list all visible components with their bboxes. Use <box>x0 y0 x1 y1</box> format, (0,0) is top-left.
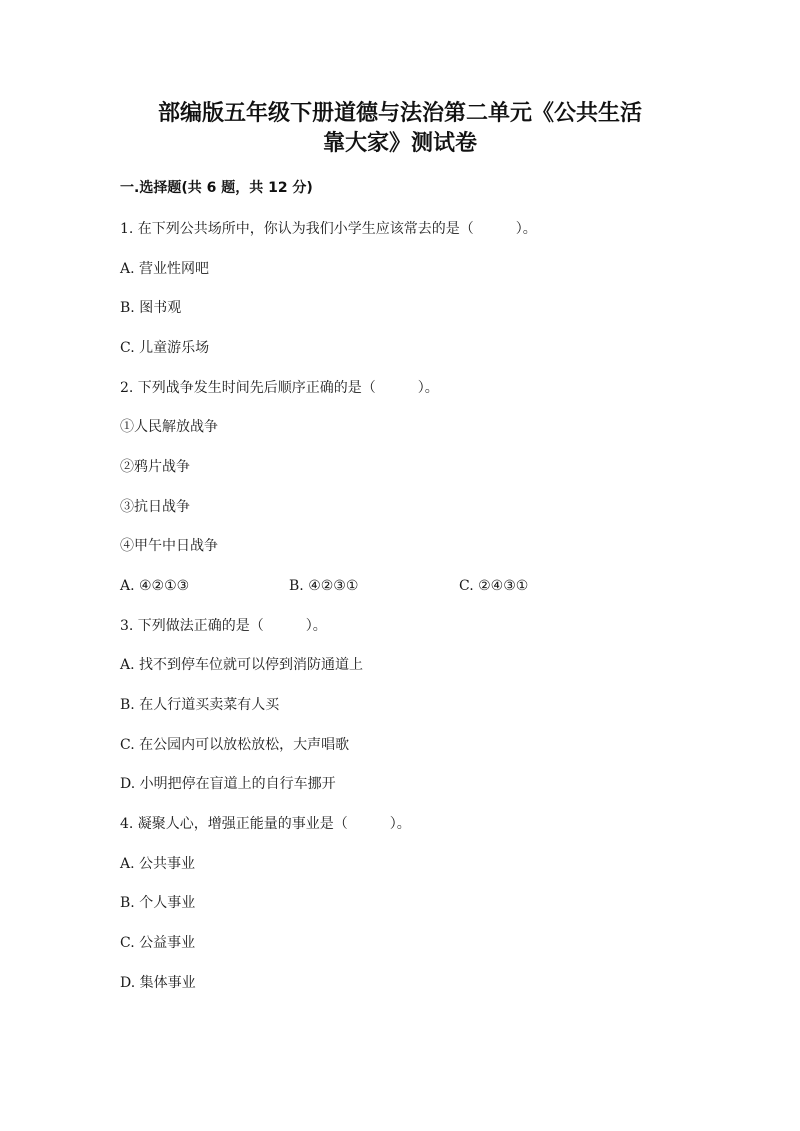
question-3-option-d: D. 小明把停在盲道上的自行车挪开 <box>120 776 336 792</box>
section-heading: 一.选择题(共 6 题，共 12 分) <box>120 180 313 196</box>
exam-title-line-1: 部编版五年级下册道德与法治第二单元《公共生活 <box>157 101 642 126</box>
question-3-option-a: A. 找不到停车位就可以停到消防通道上 <box>120 657 364 673</box>
question-2-option-c: C. ②④③① <box>459 578 529 594</box>
question-2-item-1: ①人民解放战争 <box>120 419 218 435</box>
question-1-option-b: B. 图书观 <box>120 300 182 316</box>
question-2-item-3: ③抗日战争 <box>120 499 190 515</box>
question-4-option-a: A. 公共事业 <box>120 856 196 872</box>
question-2-option-a: A. ④②①③ <box>120 578 190 594</box>
question-2-option-b: B. ④②③① <box>289 578 359 594</box>
question-4-option-b: B. 个人事业 <box>120 895 196 911</box>
question-2-stem: 2. 下列战争发生时间先后顺序正确的是（ ）。 <box>120 380 439 396</box>
question-3-option-c: C. 在公园内可以放松放松，大声唱歌 <box>120 737 350 753</box>
question-3-option-b: B. 在人行道买卖菜有人买 <box>120 697 280 713</box>
exam-title-line-2: 靠大家》测试卷 <box>322 131 477 156</box>
question-1-stem: 1. 在下列公共场所中，你认为我们小学生应该常去的是（ ）。 <box>120 221 537 237</box>
question-3-stem: 3. 下列做法正确的是（ ）。 <box>120 618 327 634</box>
question-2-item-2: ②鸦片战争 <box>120 459 190 475</box>
question-1-option-c: C. 儿童游乐场 <box>120 340 210 356</box>
question-4-option-c: C. 公益事业 <box>120 935 196 951</box>
question-1-option-a: A. 营业性网吧 <box>120 261 210 277</box>
question-2-item-4: ④甲午中日战争 <box>120 538 218 554</box>
question-4-option-d: D. 集体事业 <box>120 975 196 991</box>
question-4-stem: 4. 凝聚人心，增强正能量的事业是（ ）。 <box>120 816 411 832</box>
